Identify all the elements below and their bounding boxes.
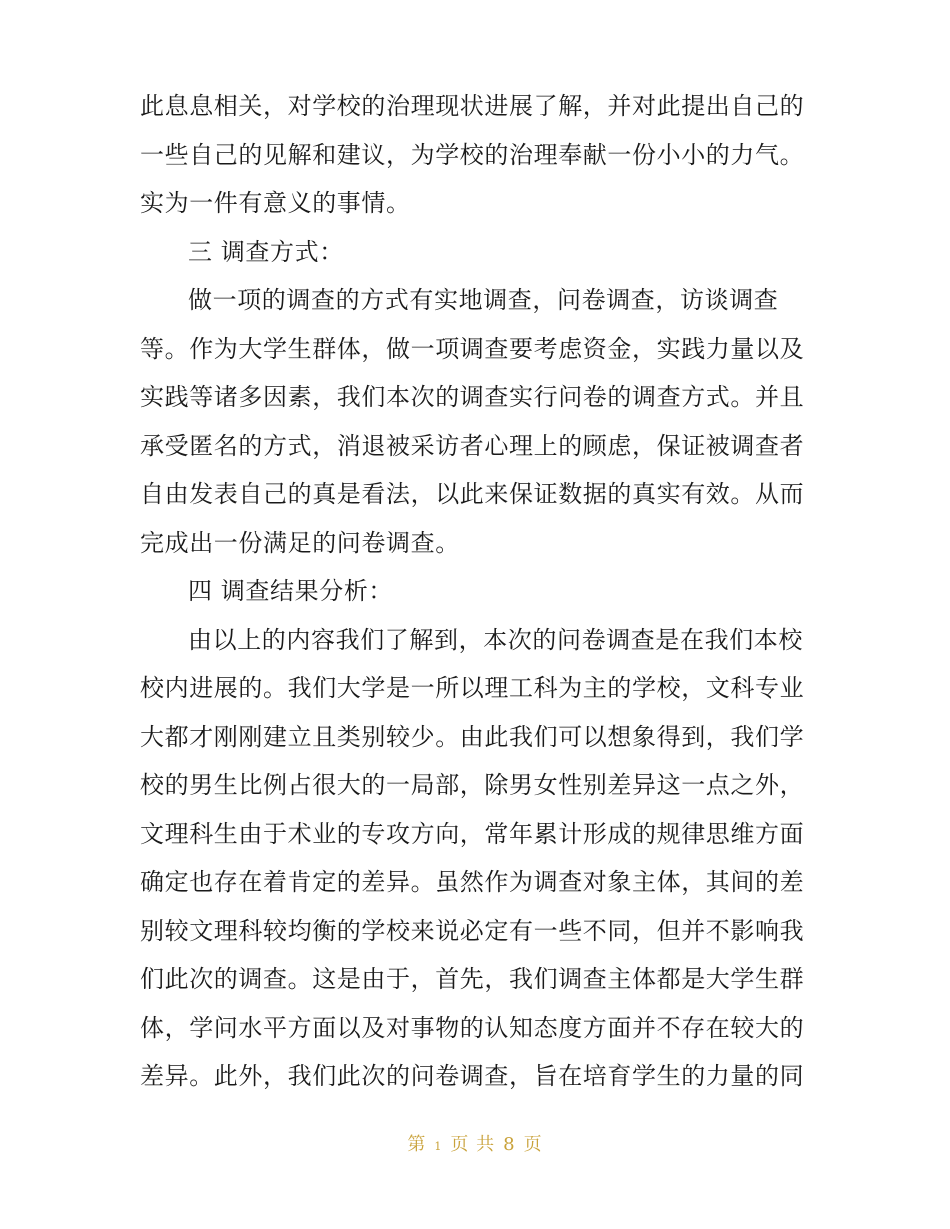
text-line-20: 体，学问水平方面以及对事物的认知态度方面并不存在较大的 (140, 1013, 805, 1042)
text-line-17: 确定也存在着肯定的差异。虽然作为调查对象主体，其间的差 (140, 868, 805, 896)
text-line-1: 此息息相关，对学校的治理现状进展了解，并对此提出自己的 (140, 92, 805, 120)
text-line-18: 别较文理科较均衡的学校来说必定有一些不同，但并不影响我 (140, 916, 805, 945)
text-line-2: 一些自己的见解和建议，为学校的治理奉献一份小小的力气。 (140, 140, 805, 169)
text-line-7: 实践等诸多因素，我们本次的调查实行问卷的调查方式。并且 (140, 383, 805, 411)
text-line-19: 们此次的调查。这是由于，首先，我们调查主体都是大学生群 (140, 965, 805, 993)
text-line-3: 实为一件有意义的事情。 (140, 189, 411, 217)
text-line-5: 做一项的调查的方式有实地调查，问卷调查，访谈调查 (188, 286, 779, 314)
text-line-16: 文理科生由于术业的专攻方向，常年累计形成的规律思维方面 (140, 819, 805, 848)
footer-prefix: 第 (407, 1134, 427, 1155)
page-footer (0, 1130, 950, 1156)
footer-suffix: 页 (523, 1134, 543, 1155)
text-line-8: 承受匿名的方式，消退被采访者心理上的顾虑，保证被调查者 (140, 431, 805, 460)
text-line-14: 大都才刚刚建立且类别较少。由此我们可以想象得到，我们学 (140, 722, 805, 751)
section-heading-4: 四 调查结果分析： (188, 577, 394, 605)
body-text (140, 82, 820, 1101)
text-line-15: 校的男生比例占很大的一局部，除男女性别差异这一点之外， (140, 771, 805, 799)
footer-middle: 页 共 (450, 1134, 496, 1155)
text-line-6: 等。作为大学生群体，做一项调查要考虑资金，实践力量以及 (140, 334, 805, 363)
text-line-12: 由以上的内容我们了解到，本次的问卷调查是在我们本校 (188, 625, 803, 654)
text-line-13: 校内进展的。我们大学是一所以理工科为主的学校，文科专业 (140, 674, 805, 702)
text-line-10: 完成出一份满足的问卷调查。 (140, 528, 460, 557)
text-line-21: 差异。此外，我们此次的问卷调查，旨在培育学生的力量的同 (140, 1062, 805, 1090)
section-heading-3: 三 调查方式： (188, 237, 344, 266)
footer-page-number: 1 (434, 1140, 443, 1153)
footer-total-pages: 8 (503, 1134, 516, 1155)
text-line-9: 自由发表自己的真是看法，以此来保证数据的真实有效。从而 (140, 480, 805, 508)
